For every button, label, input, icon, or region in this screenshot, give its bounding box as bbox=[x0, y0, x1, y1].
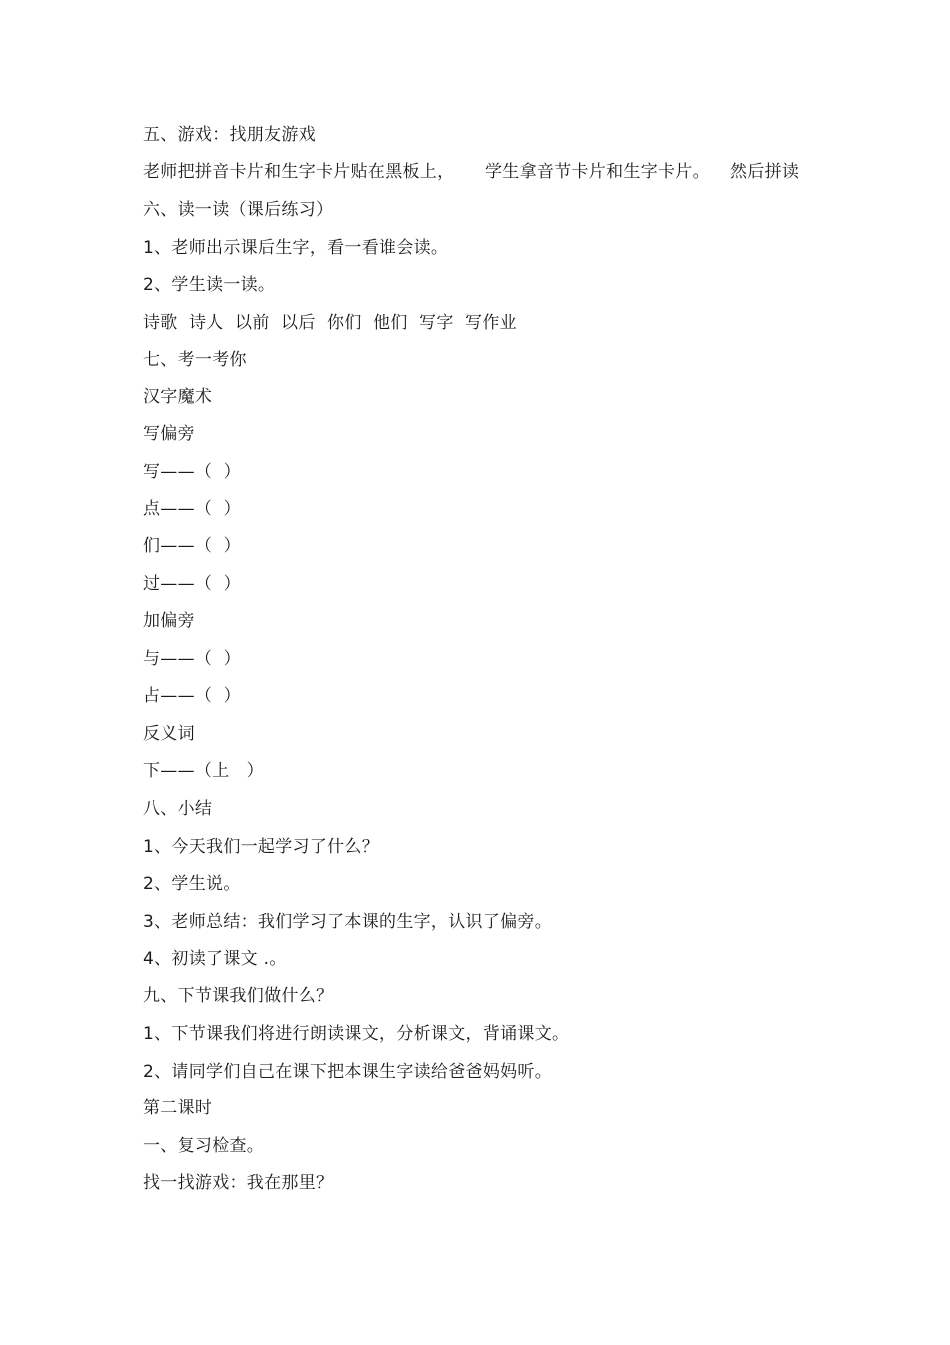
exercise-item: 与——（ ） bbox=[143, 649, 241, 669]
section-8-heading: 八、小结 bbox=[143, 799, 213, 819]
subheading: 加偏旁 bbox=[143, 611, 195, 631]
list-item: 1、老师出示课后生字，看一看谁会读。 bbox=[143, 238, 449, 258]
exercise-item: 写——（ ） bbox=[143, 462, 241, 482]
word-list: 诗歌 诗人 以前 以后 你们 他们 写字 写作业 bbox=[143, 313, 517, 333]
exercise-item: 点——（ ） bbox=[143, 499, 241, 519]
exercise-item: 占——（ ） bbox=[143, 686, 241, 706]
list-item: 3、老师总结：我们学习了本课的生字，认识了偏旁。 bbox=[143, 912, 553, 932]
paragraph-segment-3: 然后拼读 bbox=[730, 162, 800, 182]
section-5-heading: 五、游戏：找朋友游戏 bbox=[143, 125, 316, 145]
list-item: 2、请同学们自己在课下把本课生字读给爸爸妈妈听。 bbox=[143, 1062, 553, 1082]
subheading: 写偏旁 bbox=[143, 424, 195, 444]
paragraph-segment-1: 老师把拼音卡片和生字卡片贴在黑板上， bbox=[143, 162, 455, 182]
list-item: 1、今天我们一起学习了什么？ bbox=[143, 837, 380, 857]
paragraph-game-instructions bbox=[143, 161, 843, 183]
subheading: 汉字魔术 bbox=[143, 387, 213, 407]
section-7-heading: 七、考一考你 bbox=[143, 350, 247, 370]
exercise-item: 们——（ ） bbox=[143, 536, 241, 556]
section-6-heading: 六、读一读（课后练习） bbox=[143, 200, 334, 220]
exercise-item: 过——（ ） bbox=[143, 574, 241, 594]
list-item: 2、学生说。 bbox=[143, 874, 241, 894]
exercise-item: 下——（上 ） bbox=[143, 761, 264, 781]
subheading: 反义词 bbox=[143, 724, 195, 744]
list-item: 1、下节课我们将进行朗读课文，分析课文，背诵课文。 bbox=[143, 1024, 570, 1044]
paragraph-segment-2: 学生拿音节卡片和生字卡片。 bbox=[485, 162, 710, 182]
paragraph: 找一找游戏：我在那里？ bbox=[143, 1173, 334, 1193]
section-9-heading: 九、下节课我们做什么？ bbox=[143, 986, 334, 1006]
section-1-heading: 一、复习检查。 bbox=[143, 1136, 265, 1156]
lesson-2-heading: 第二课时 bbox=[143, 1098, 213, 1118]
list-item: 4、初读了课文 .。 bbox=[143, 949, 287, 969]
list-item: 2、学生读一读。 bbox=[143, 275, 276, 295]
